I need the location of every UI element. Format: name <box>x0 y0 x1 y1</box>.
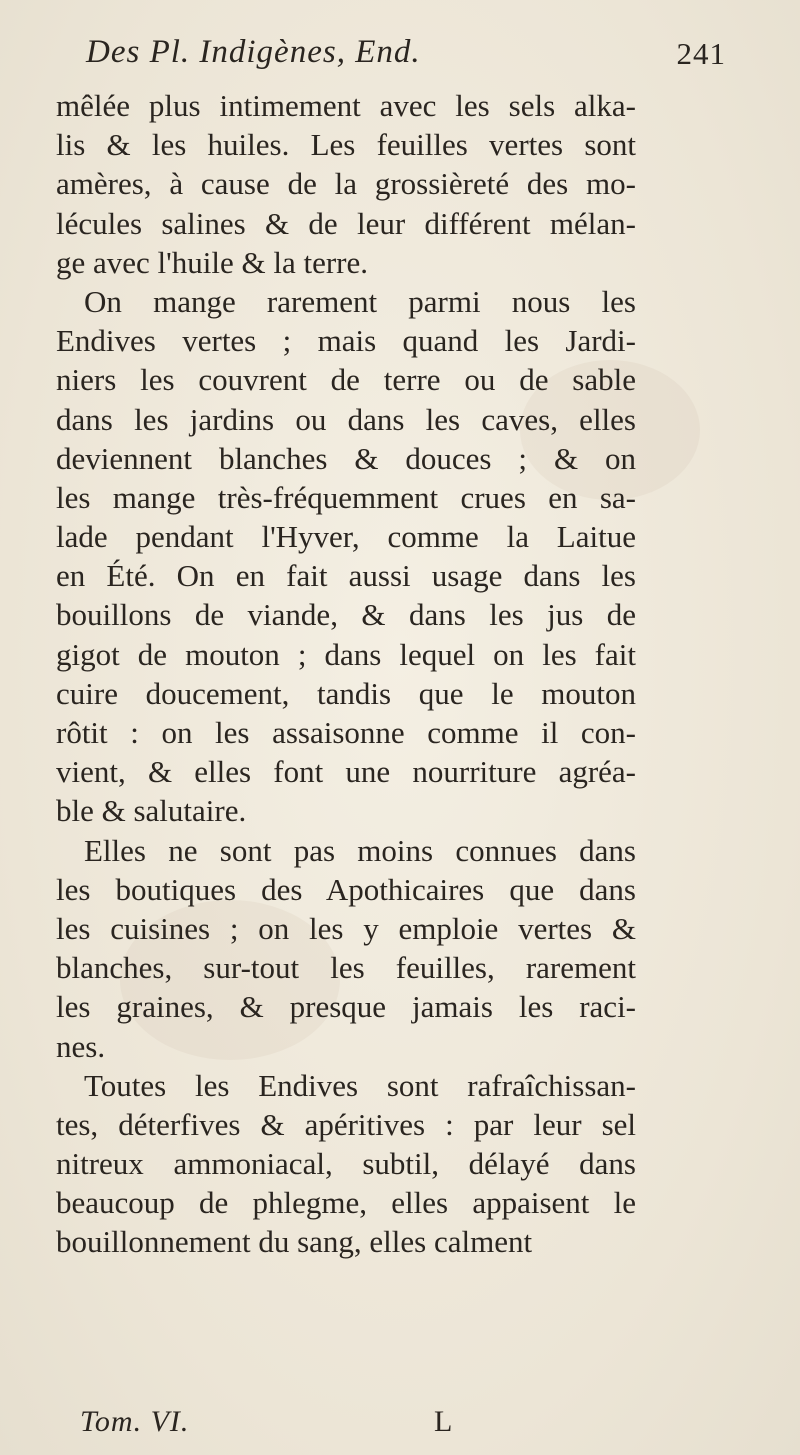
text-line: lécules salines & de leur différent mélan- <box>56 205 636 241</box>
text-line: nitreux ammoniacal, subtil, délayé dans <box>56 1146 636 1182</box>
text-line: bouillons de viande, & dans les jus de <box>56 597 636 633</box>
body-text <box>56 86 636 1262</box>
text-line: les cuisines ; on les y emploie vertes & <box>56 910 636 946</box>
text-line: niers les couvrent de terre ou de sable <box>56 362 636 398</box>
text-line: amères, à cause de la grossièreté des mo- <box>56 166 636 202</box>
text-line: Toutes les Endives sont rafraîchissan- <box>84 1067 636 1103</box>
text-line: lis & les huiles. Les feuilles vertes sont <box>56 127 636 163</box>
text-line: vient, & elles font une nourriture agréa- <box>56 754 636 790</box>
text-line: ble & salutaire. <box>56 793 247 829</box>
signature-letter: L <box>434 1405 453 1438</box>
text-line: lade pendant l'Hyver, comme la Laitue <box>56 519 636 555</box>
page-number: 241 <box>676 36 726 71</box>
text-line: tes, déterfives & apéritives : par leur sel <box>56 1106 636 1142</box>
text-line: ge avec l'huile & la terre. <box>56 244 368 280</box>
text-line: blanches, sur-tout les feuilles, rarement <box>56 950 636 986</box>
text-line: On mange rarement parmi nous les <box>84 283 636 319</box>
page-header <box>86 34 726 94</box>
running-head: Des Pl. Indigènes, End. <box>86 34 421 70</box>
text-line: mêlée plus intimement avec les sels alka- <box>56 88 636 123</box>
text-line: en Été. On en fait aussi usage dans les <box>56 558 636 594</box>
text-line: beaucoup de phlegme, elles appaisent le <box>56 1185 636 1221</box>
text-line: les boutiques des Apothicaires que dans <box>56 871 636 907</box>
signature-mark: Tom. VI. <box>80 1405 190 1438</box>
page-footer <box>58 1405 638 1445</box>
text-line: Endives vertes ; mais quand les Jardi- <box>56 323 636 359</box>
text-line: nes. <box>56 1028 106 1064</box>
text-line: les mange très-fréquemment crues en sa- <box>56 479 636 515</box>
text-line: dans les jardins ou dans les caves, elles <box>56 401 636 437</box>
text-line: bouillonnement du sang, elles calment <box>56 1224 533 1260</box>
text-line: gigot de mouton ; dans lequel on les fait <box>56 636 636 672</box>
text-line: les graines, & presque jamais les raci- <box>56 989 636 1025</box>
text-line: cuire doucement, tandis que le mouton <box>56 675 636 711</box>
text-line: Elles ne sont pas moins connues dans <box>84 832 636 868</box>
text-line: deviennent blanches & douces ; & on <box>56 440 636 476</box>
text-line: rôtit : on les assaisonne comme il con- <box>56 715 636 750</box>
